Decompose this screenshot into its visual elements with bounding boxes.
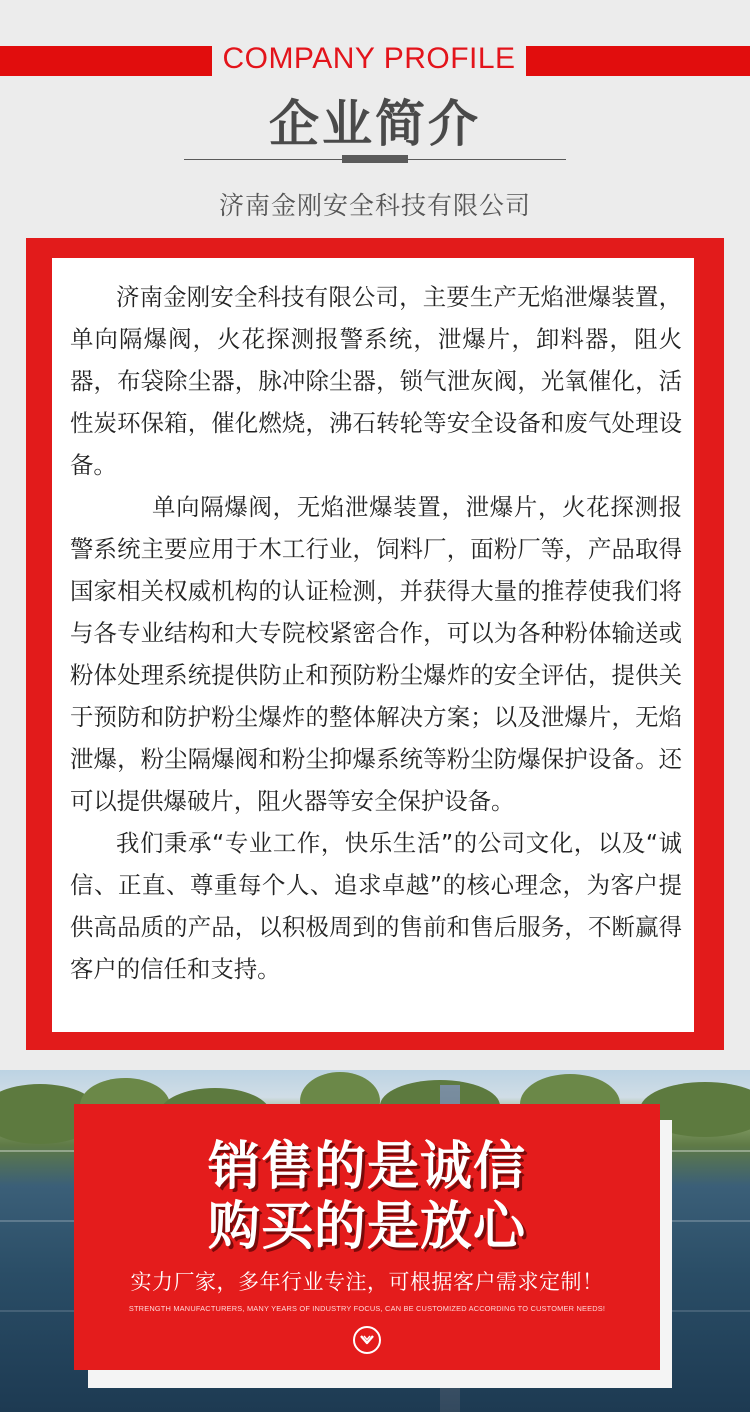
promo-card bbox=[74, 1104, 660, 1370]
intro-frame bbox=[26, 238, 724, 1050]
promo-slogan-1: 销售的是诚信 bbox=[207, 1137, 526, 1197]
title-divider-accent bbox=[342, 155, 408, 163]
intro-paragraph-2: 单向隔爆阀，无焰泄爆装置，泄爆片，火花探测报警系统主要应用于木工行业，饲料厂，面粉厂等，产品取得国家相关权威机构的认证检测，并获得大量的推荐使我们将与各专业结构和大专院校紧密合作，可以为各种粉体输送或粉体处理系统提供防止和预防粉尘爆炸的安全评估，提供关于预防和防护粉尘爆炸的整体解决方案；以及泄爆片，无焰泄爆，粉尘隔爆阀和粉尘抑爆系统等粉尘防爆保护设备。还可以提供爆破片，阻火器等安全保护设备。 bbox=[70, 493, 682, 815]
page-title: 企业简介 bbox=[269, 95, 481, 153]
intro-paragraph-1: 济南金刚安全科技有限公司，主要生产无焰泄爆装置，单向隔爆阀，火花探测报警系统，泄爆片，卸料器，阻火器，布袋除尘器，脉冲除尘器，锁气泄灰阀，光氧催化，活性炭环保箱，催化燃烧，沸石转轮等安全设备和废气处理设备。 bbox=[70, 283, 682, 479]
promo-slogan-2: 购买的是放心 bbox=[207, 1197, 526, 1257]
promo-subtitle: 实力厂家，多年行业专注，可根据客户需求定制！ bbox=[130, 1270, 604, 1294]
header-bar-left bbox=[0, 46, 212, 76]
company-name: 济南金刚安全科技有限公司 bbox=[218, 191, 531, 220]
intro-text-box bbox=[52, 258, 694, 1032]
header-bar-right bbox=[526, 46, 750, 76]
english-title: COMPANY PROFILE bbox=[222, 42, 516, 75]
intro-paragraph-3: 我们秉承“专业工作，快乐生活”的公司文化，以及“诚信、正直、尊重每个人、追求卓越”的核心理念，为客户提供高品质的产品，以积极周到的售前和售后服务，不断赢得客户的信任和支持。 bbox=[70, 829, 682, 983]
promo-english-text: STRENGTH MANUFACTURERS, MANY YEARS OF INDUSTRY FOCUS, CAN BE CUSTOMIZED ACCORDING TO CUSTOMER NEEDS! bbox=[128, 1304, 606, 1313]
chevron-down-circle-icon bbox=[353, 1326, 381, 1354]
